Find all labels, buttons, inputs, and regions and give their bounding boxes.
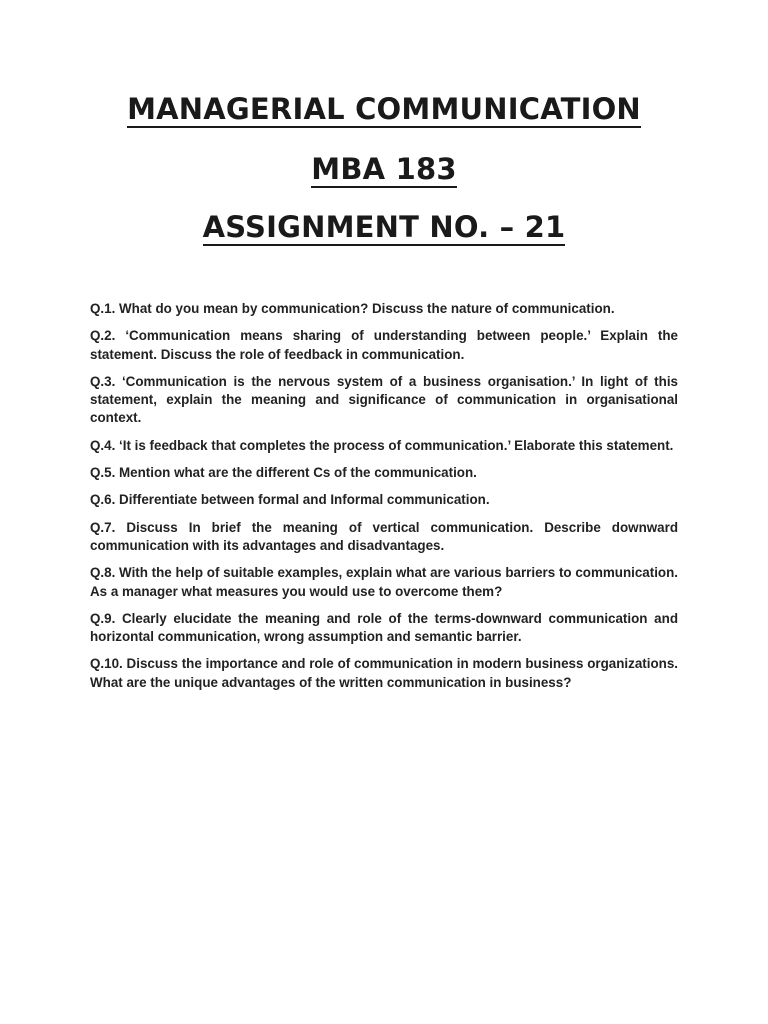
assignment-number-text: ASSIGNMENT NO. – 21	[202, 210, 566, 244]
question-1: Q.1. What do you mean by communication? Discuss the nature of communication.	[90, 301, 615, 316]
assignment-number	[0, 210, 768, 246]
document-title	[0, 92, 768, 128]
question-7: Q.7. Discuss In brief the meaning of vertical communication. Describe downward communication with its advantages and disadvantages.	[90, 519, 678, 553]
question-list	[90, 300, 678, 701]
question-6: Q.6. Differentiate between formal and Informal communication.	[90, 492, 490, 508]
header-block	[0, 92, 768, 246]
question-4: Q.4. ‘It is feedback that completes the process of communication.’ Elaborate this statement.	[90, 437, 674, 453]
course-code	[0, 152, 768, 188]
question-5: Q.5. Mention what are the different Cs of the communication.	[90, 465, 477, 481]
question-9: Q.9. Clearly elucidate the meaning and role of the terms-downward communication and horizontal communication, wrong assumption and semantic barrier.	[90, 610, 678, 645]
question-2: Q.2. ‘Communication means sharing of understanding between people.’ Explain the statement. Discuss the role of feedback in communication.	[90, 328, 678, 362]
course-code-text: MBA 183	[311, 152, 457, 186]
document-title-text: MANAGERIAL COMMUNICATION	[127, 92, 641, 126]
question-8: Q.8. With the help of suitable examples, explain what are various barriers to communication. As a manager what measures you would use to overcome them?	[90, 565, 678, 599]
question-3: Q.3. ‘Communication is the nervous system of a business organisation.’ In light of this statement, explain the meaning and significance of communication in organisational context.	[90, 373, 678, 426]
question-10: Q.10. Discuss the importance and role of communication in modern business organizations. What are the unique advantages of the written communication in business?	[90, 656, 678, 690]
